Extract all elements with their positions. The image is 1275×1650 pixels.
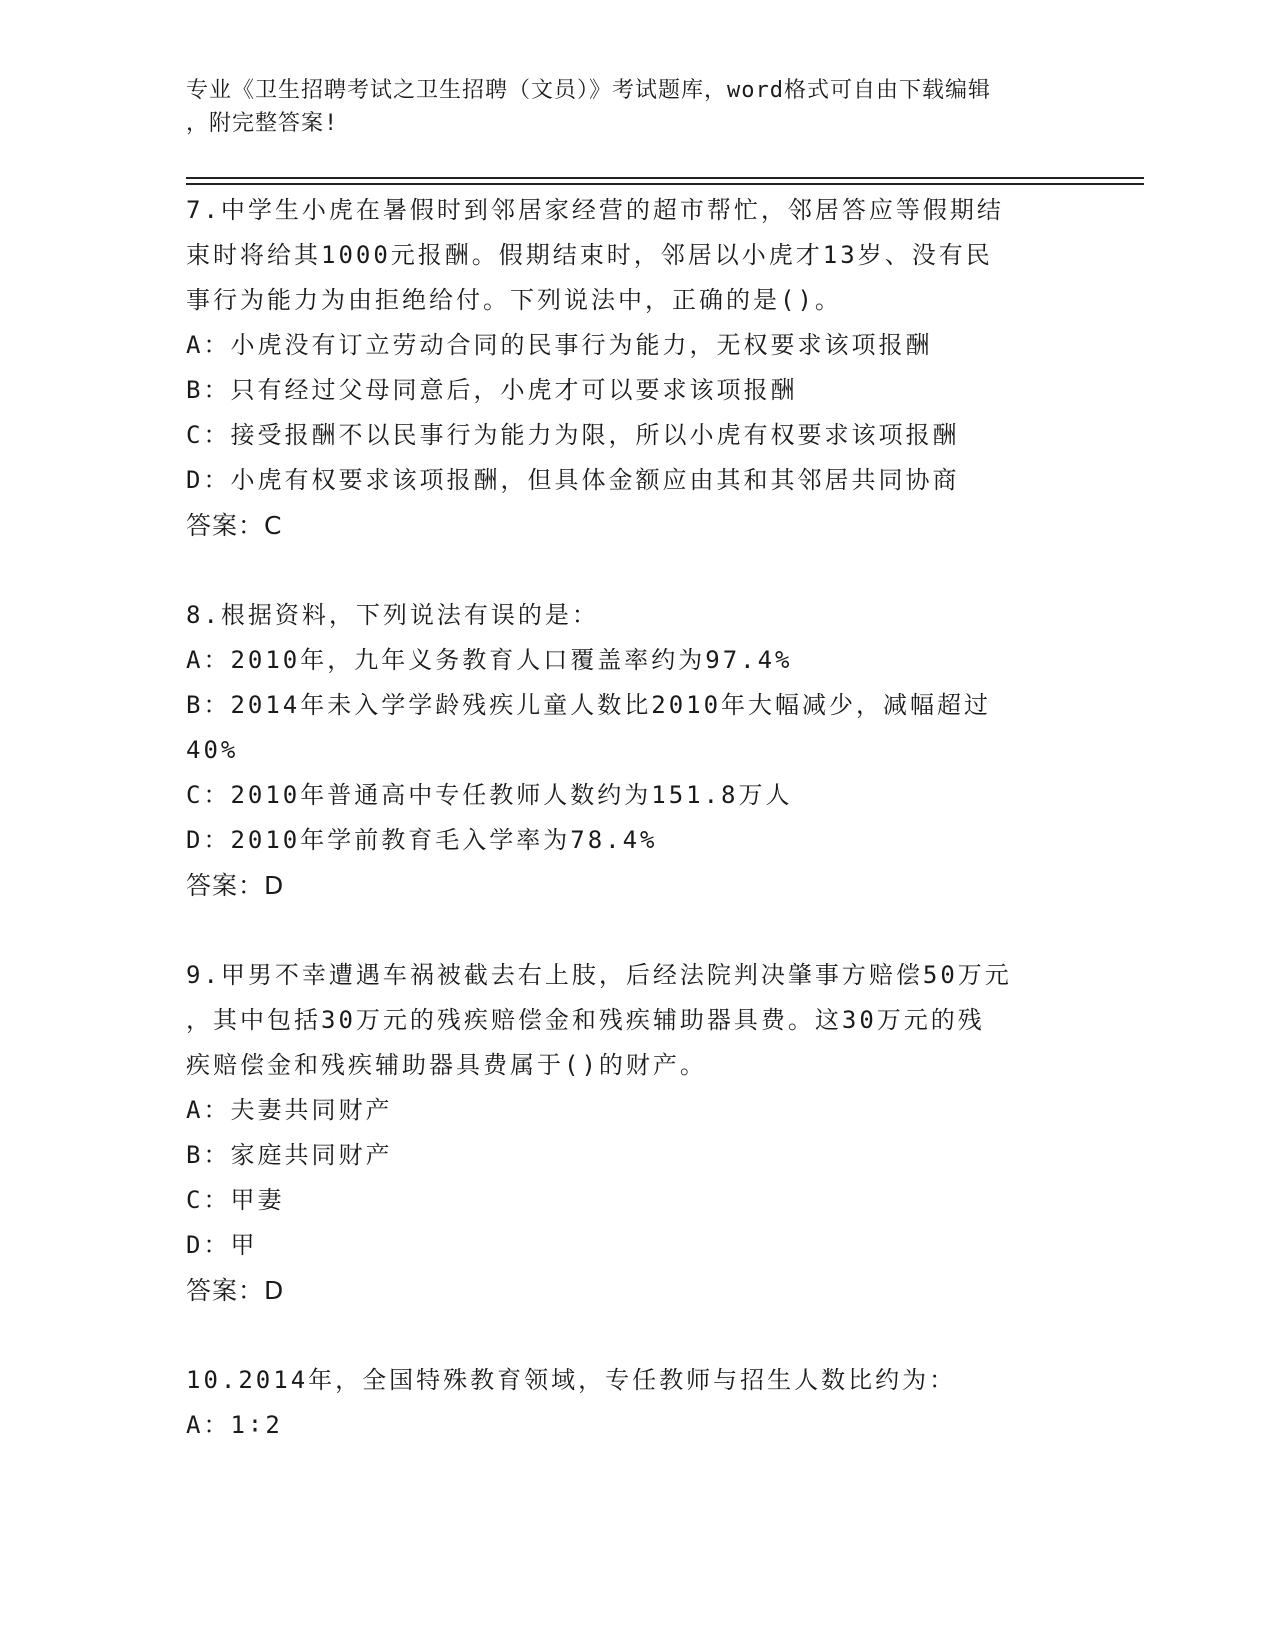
question-stem-line: 8.根据资料，下列说法有误的是： xyxy=(186,601,599,629)
question-10 xyxy=(186,1358,1086,1448)
question-stem-line: ，其中包括30万元的残疾赔偿金和残疾辅助器具费。这30万元的残 xyxy=(186,1006,985,1034)
question-list xyxy=(186,188,1086,1448)
question-stem-line: 7.中学生小虎在暑假时到邻居家经营的超市帮忙，邻居答应等假期结 xyxy=(186,196,1004,224)
question-stem-line: 事行为能力为由拒绝给付。下列说法中，正确的是()。 xyxy=(186,286,842,314)
option-a: A：小虎没有订立劳动合同的民事行为能力，无权要求该项报酬 xyxy=(186,331,933,359)
document-header xyxy=(186,74,1066,140)
header-divider-top xyxy=(186,177,1144,179)
option-a: A：夫妻共同财产 xyxy=(186,1096,393,1124)
spacer xyxy=(186,908,1086,953)
header-line-1: 专业《卫生招聘考试之卫生招聘（文员）》考试题库，word格式可自由下载编辑 xyxy=(186,78,991,103)
option-d: D：甲 xyxy=(186,1231,258,1259)
option-b: B：2014年未入学学龄残疾儿童人数比2010年大幅减少，减幅超过 xyxy=(186,691,992,719)
answer-label: 答案：D xyxy=(186,1276,285,1305)
option-b: B：家庭共同财产 xyxy=(186,1141,393,1169)
spacer xyxy=(186,548,1086,593)
answer-label: 答案：C xyxy=(186,511,283,540)
option-a: A：2010年，九年义务教育人口覆盖率约为97.4% xyxy=(186,646,793,674)
option-c: C：2010年普通高中专任教师人数约为151.8万人 xyxy=(186,781,793,809)
option-b-continued: 40% xyxy=(186,736,239,764)
option-b: B：只有经过父母同意后，小虎才可以要求该项报酬 xyxy=(186,376,798,404)
option-d: D：小虎有权要求该项报酬，但具体金额应由其和其邻居共同协商 xyxy=(186,466,960,494)
question-stem-line: 10.2014年，全国特殊教育领域，专任教师与招生人数比约为： xyxy=(186,1366,957,1394)
answer-label: 答案：D xyxy=(186,871,285,900)
question-8 xyxy=(186,593,1086,908)
header-divider-bottom xyxy=(186,183,1144,185)
option-c: C：接受报酬不以民事行为能力为限，所以小虎有权要求该项报酬 xyxy=(186,421,960,449)
option-c: C：甲妻 xyxy=(186,1186,285,1214)
question-stem-line: 9.甲男不幸遭遇车祸被截去右上肢，后经法院判决肇事方赔偿50万元 xyxy=(186,961,1012,989)
question-stem-line: 疾赔偿金和残疾辅助器具费属于()的财产。 xyxy=(186,1051,707,1079)
question-9 xyxy=(186,953,1086,1313)
option-a: A：1∶2 xyxy=(186,1411,283,1439)
spacer xyxy=(186,1313,1086,1358)
option-d: D：2010年学前教育毛入学率为78.4% xyxy=(186,826,658,854)
header-line-2: ，附完整答案! xyxy=(186,111,339,136)
question-7 xyxy=(186,188,1086,548)
question-stem-line: 束时将给其1000元报酬。假期结束时，邻居以小虎才13岁、没有民 xyxy=(186,241,993,269)
